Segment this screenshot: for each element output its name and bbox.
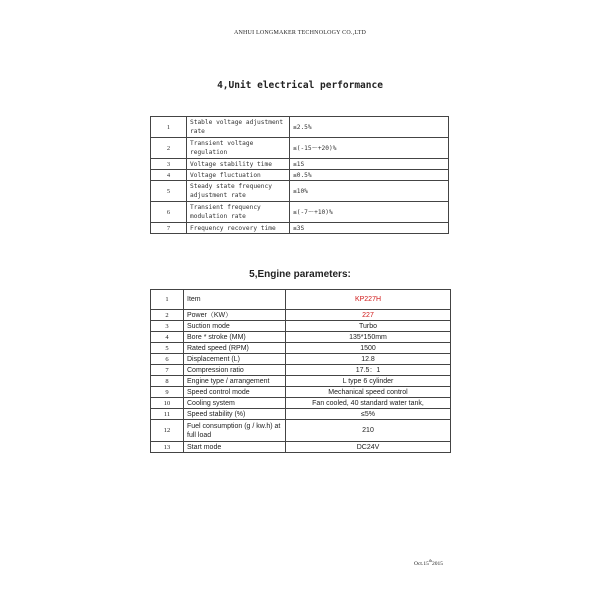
date-year: 2015 <box>431 560 443 567</box>
row-number: 2 <box>151 310 184 321</box>
row-number: 7 <box>151 223 187 234</box>
date-main: Oct.15 <box>414 560 429 567</box>
table-row <box>151 321 451 332</box>
table-row <box>151 170 449 181</box>
row-value: L type 6 cylinder <box>286 376 451 387</box>
row-value: ≤0.5% <box>290 170 449 181</box>
table-row <box>151 365 451 376</box>
row-value: ≤2.5% <box>290 117 449 138</box>
row-number: 5 <box>151 181 187 202</box>
row-item: Stable voltage adjustment rate <box>187 117 290 138</box>
table-row <box>151 223 449 234</box>
company-header: ANHUI LONGMAKER TECHNOLOGY CO.,LTD <box>233 30 367 36</box>
row-item: Engine type / arrangement <box>184 376 286 387</box>
table-row <box>151 442 451 453</box>
table-row <box>151 409 451 420</box>
table-row <box>151 420 451 442</box>
row-value: Turbo <box>286 321 451 332</box>
row-value: DC24V <box>286 442 451 453</box>
row-number: 1 <box>151 290 184 310</box>
section-title-electrical: 4,Unit electrical performance <box>217 80 383 91</box>
row-value: Mechanical speed control <box>286 387 451 398</box>
row-item: Bore * stroke (MM) <box>184 332 286 343</box>
row-value: 17.5：1 <box>286 365 451 376</box>
row-item: Voltage fluctuation <box>187 170 290 181</box>
row-value: 135*150mm <box>286 332 451 343</box>
table-row <box>151 117 449 138</box>
section-title-engine: 5,Engine parameters: <box>249 269 351 280</box>
row-item: Compression ratio <box>184 365 286 376</box>
row-value: ≤3S <box>290 223 449 234</box>
row-number: 7 <box>151 365 184 376</box>
row-item: Item <box>184 290 286 310</box>
row-item: Rated speed (RPM) <box>184 343 286 354</box>
row-item: Speed stability (%) <box>184 409 286 420</box>
row-item: Steady state frequency adjustment rate <box>187 181 290 202</box>
row-number: 5 <box>151 343 184 354</box>
document-date <box>414 558 443 567</box>
table-row <box>151 159 449 170</box>
date-suffix: th <box>428 558 432 563</box>
row-value: ≤1S <box>290 159 449 170</box>
row-value-model: KP227H <box>286 290 451 310</box>
row-number: 2 <box>151 138 187 159</box>
row-value: 210 <box>286 420 451 442</box>
electrical-performance-table <box>150 116 449 234</box>
table-row <box>151 202 449 223</box>
row-number: 4 <box>151 332 184 343</box>
table-row <box>151 138 449 159</box>
table-row <box>151 181 449 202</box>
row-number: 3 <box>151 321 184 332</box>
row-item: Fuel consumption (g / kw.h) at full load <box>184 420 286 442</box>
row-number: 4 <box>151 170 187 181</box>
row-item: Transient frequency modulation rate <box>187 202 290 223</box>
row-item: Cooling system <box>184 398 286 409</box>
row-value: ≤10% <box>290 181 449 202</box>
row-number: 13 <box>151 442 184 453</box>
table-row <box>151 343 451 354</box>
row-number: 3 <box>151 159 187 170</box>
row-value-power: 227 <box>286 310 451 321</box>
row-item: Transient voltage regulation <box>187 138 290 159</box>
row-value: 12.8 <box>286 354 451 365</box>
row-number: 10 <box>151 398 184 409</box>
row-item: Speed control mode <box>184 387 286 398</box>
row-value: ≤(-15～+20)% <box>290 138 449 159</box>
table-row <box>151 354 451 365</box>
row-item: Voltage stability time <box>187 159 290 170</box>
row-value: ≤(-7～+10)% <box>290 202 449 223</box>
row-item: Start mode <box>184 442 286 453</box>
table-row <box>151 290 451 310</box>
row-number: 12 <box>151 420 184 442</box>
row-number: 11 <box>151 409 184 420</box>
row-value: Fan cooled, 40 standard water tank, <box>286 398 451 409</box>
engine-parameters-table <box>150 289 451 453</box>
row-item: Suction mode <box>184 321 286 332</box>
row-value: 1500 <box>286 343 451 354</box>
row-number: 6 <box>151 202 187 223</box>
table-row <box>151 376 451 387</box>
row-number: 9 <box>151 387 184 398</box>
table-row <box>151 398 451 409</box>
table-row <box>151 310 451 321</box>
row-number: 8 <box>151 376 184 387</box>
row-item: Displacement (L) <box>184 354 286 365</box>
table-row <box>151 332 451 343</box>
row-value: ≤5% <box>286 409 451 420</box>
row-number: 6 <box>151 354 184 365</box>
table-row <box>151 387 451 398</box>
row-item: Frequency recovery time <box>187 223 290 234</box>
row-item: Power（KW） <box>184 310 286 321</box>
row-number: 1 <box>151 117 187 138</box>
